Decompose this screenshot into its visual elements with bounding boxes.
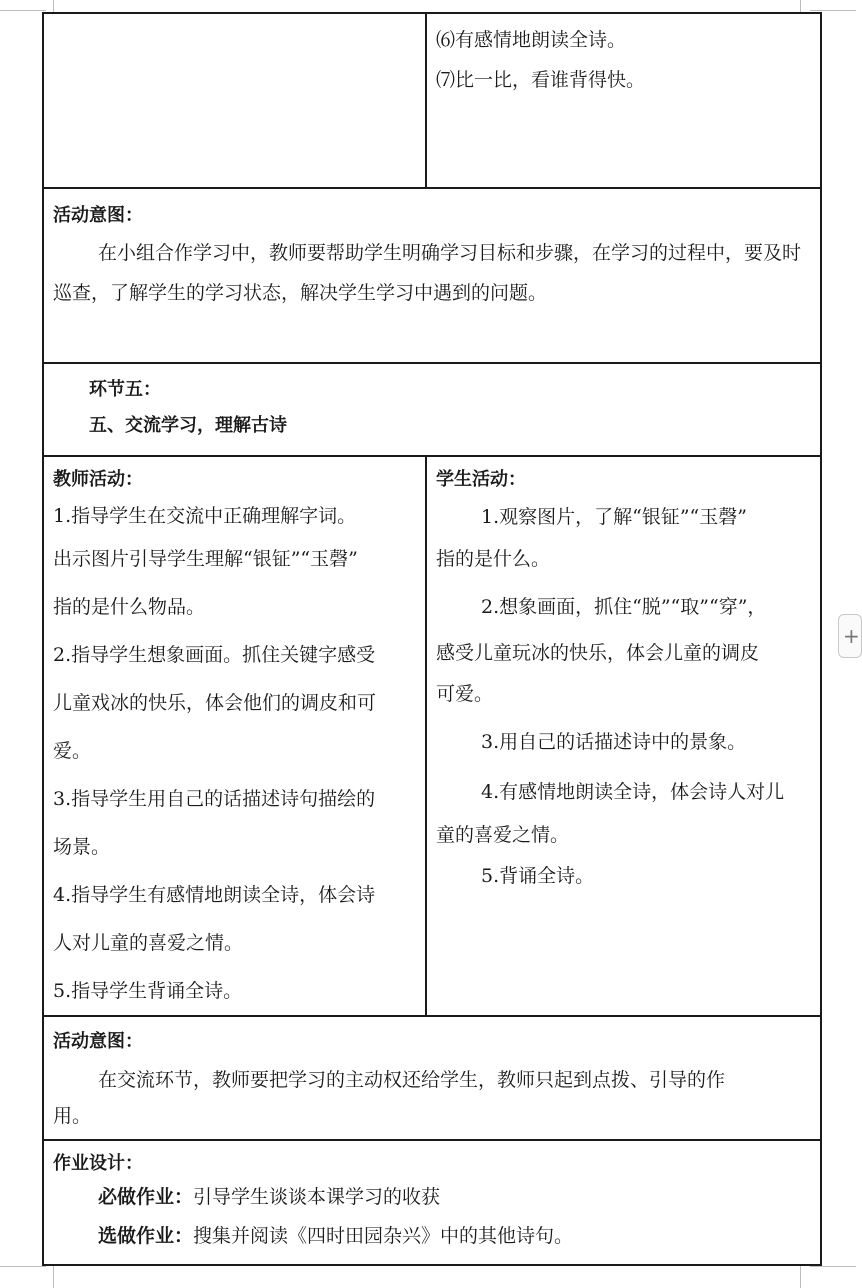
table-row — [43, 456, 821, 1016]
required-homework — [53, 1179, 811, 1215]
crop-mark — [810, 1266, 856, 1267]
required-homework-label: 必做作业： — [98, 1186, 194, 1208]
activity-intent-cell — [43, 1016, 821, 1140]
required-homework-text: 引导学生谈谈本课学习的收获 — [193, 1186, 441, 1208]
stage-title: 五、交流学习，理解古诗 — [89, 415, 287, 436]
steps-cell — [426, 13, 821, 188]
list-item: 3.指导学生用自己的话描述诗句描绘的 — [53, 788, 376, 810]
crop-mark — [53, 1266, 54, 1288]
activity-intent-cell — [43, 188, 821, 363]
list-item: 人对儿童的喜爱之情。 — [53, 932, 244, 954]
section-heading: 教师活动： — [53, 469, 143, 490]
step-line: ⑹有感情地朗读全诗。 — [436, 29, 627, 51]
table-row — [43, 1016, 821, 1140]
crop-mark — [0, 1266, 46, 1267]
list-item: 出示图片引导学生理解“银钲”“玉磬” — [53, 548, 358, 570]
list-item: 指的是什么。 — [436, 548, 551, 570]
section-heading: 作业设计： — [53, 1153, 143, 1174]
list-item: 感受儿童玩冰的快乐，体会儿童的调皮 — [436, 642, 760, 664]
list-item: 4.有感情地朗读全诗，体会诗人对儿 — [481, 781, 785, 803]
list-item: 4.指导学生有感情地朗读全诗，体会诗 — [53, 884, 376, 906]
list-item: 儿童戏冰的快乐，体会他们的调皮和可 — [53, 692, 377, 714]
optional-homework-label: 选做作业： — [98, 1225, 194, 1247]
list-item: 3.用自己的话描述诗中的景象。 — [481, 731, 747, 753]
table-row — [43, 188, 821, 363]
list-item: 5.背诵全诗。 — [481, 865, 595, 887]
crop-mark — [800, 1266, 801, 1288]
student-activity-cell — [426, 456, 821, 1016]
document-page — [42, 12, 820, 1264]
list-item: 场景。 — [53, 836, 111, 858]
stage-label: 环节五： — [89, 379, 161, 400]
list-item: 爱。 — [53, 740, 92, 762]
section-heading: 活动意图： — [53, 205, 143, 226]
list-item: 1.观察图片，了解“银钲”“玉磬” — [481, 506, 747, 528]
list-item: 2.指导学生想象画面。抓住关键字感受 — [53, 644, 376, 666]
optional-homework-text: 搜集并阅读《四时田园杂兴》中的其他诗句。 — [193, 1225, 574, 1247]
list-item: 指的是什么物品。 — [53, 596, 206, 618]
expand-handle-icon[interactable]: + — [838, 614, 862, 658]
stage-cell — [43, 363, 821, 456]
table-row — [43, 1140, 821, 1265]
teacher-activity-cell — [43, 456, 426, 1016]
section-heading: 活动意图： — [53, 1031, 143, 1052]
list-item: 5.指导学生背诵全诗。 — [53, 980, 243, 1002]
section-heading: 学生活动： — [436, 469, 526, 490]
table-row — [43, 363, 821, 456]
list-item: 1.指导学生在交流中正确理解字词。 — [53, 505, 357, 527]
intent-paragraph: 在小组合作学习中，教师要帮助学生明确学习目标和步骤，在学习的过程中，要及时巡查，了解学生的学习状态，解决学生学习中遇到的问题。 — [53, 242, 802, 304]
list-item: 2.想象画面，抓住“脱”“取”“穿”， — [481, 596, 767, 618]
list-item: 可爱。 — [436, 683, 494, 705]
intent-paragraph: 在交流环节，教师要把学习的主动权还给学生，教师只起到点拨、引导的作 — [98, 1069, 726, 1091]
list-item: 童的喜爱之情。 — [436, 824, 570, 846]
optional-homework — [53, 1215, 811, 1257]
homework-cell — [43, 1140, 821, 1265]
crop-mark — [0, 10, 46, 11]
table-row — [43, 13, 821, 188]
intent-paragraph: 用。 — [53, 1105, 92, 1127]
lesson-plan-table — [42, 12, 822, 1266]
step-line: ⑺比一比，看谁背得快。 — [436, 69, 646, 91]
crop-mark — [810, 10, 856, 11]
empty-cell — [43, 13, 426, 188]
